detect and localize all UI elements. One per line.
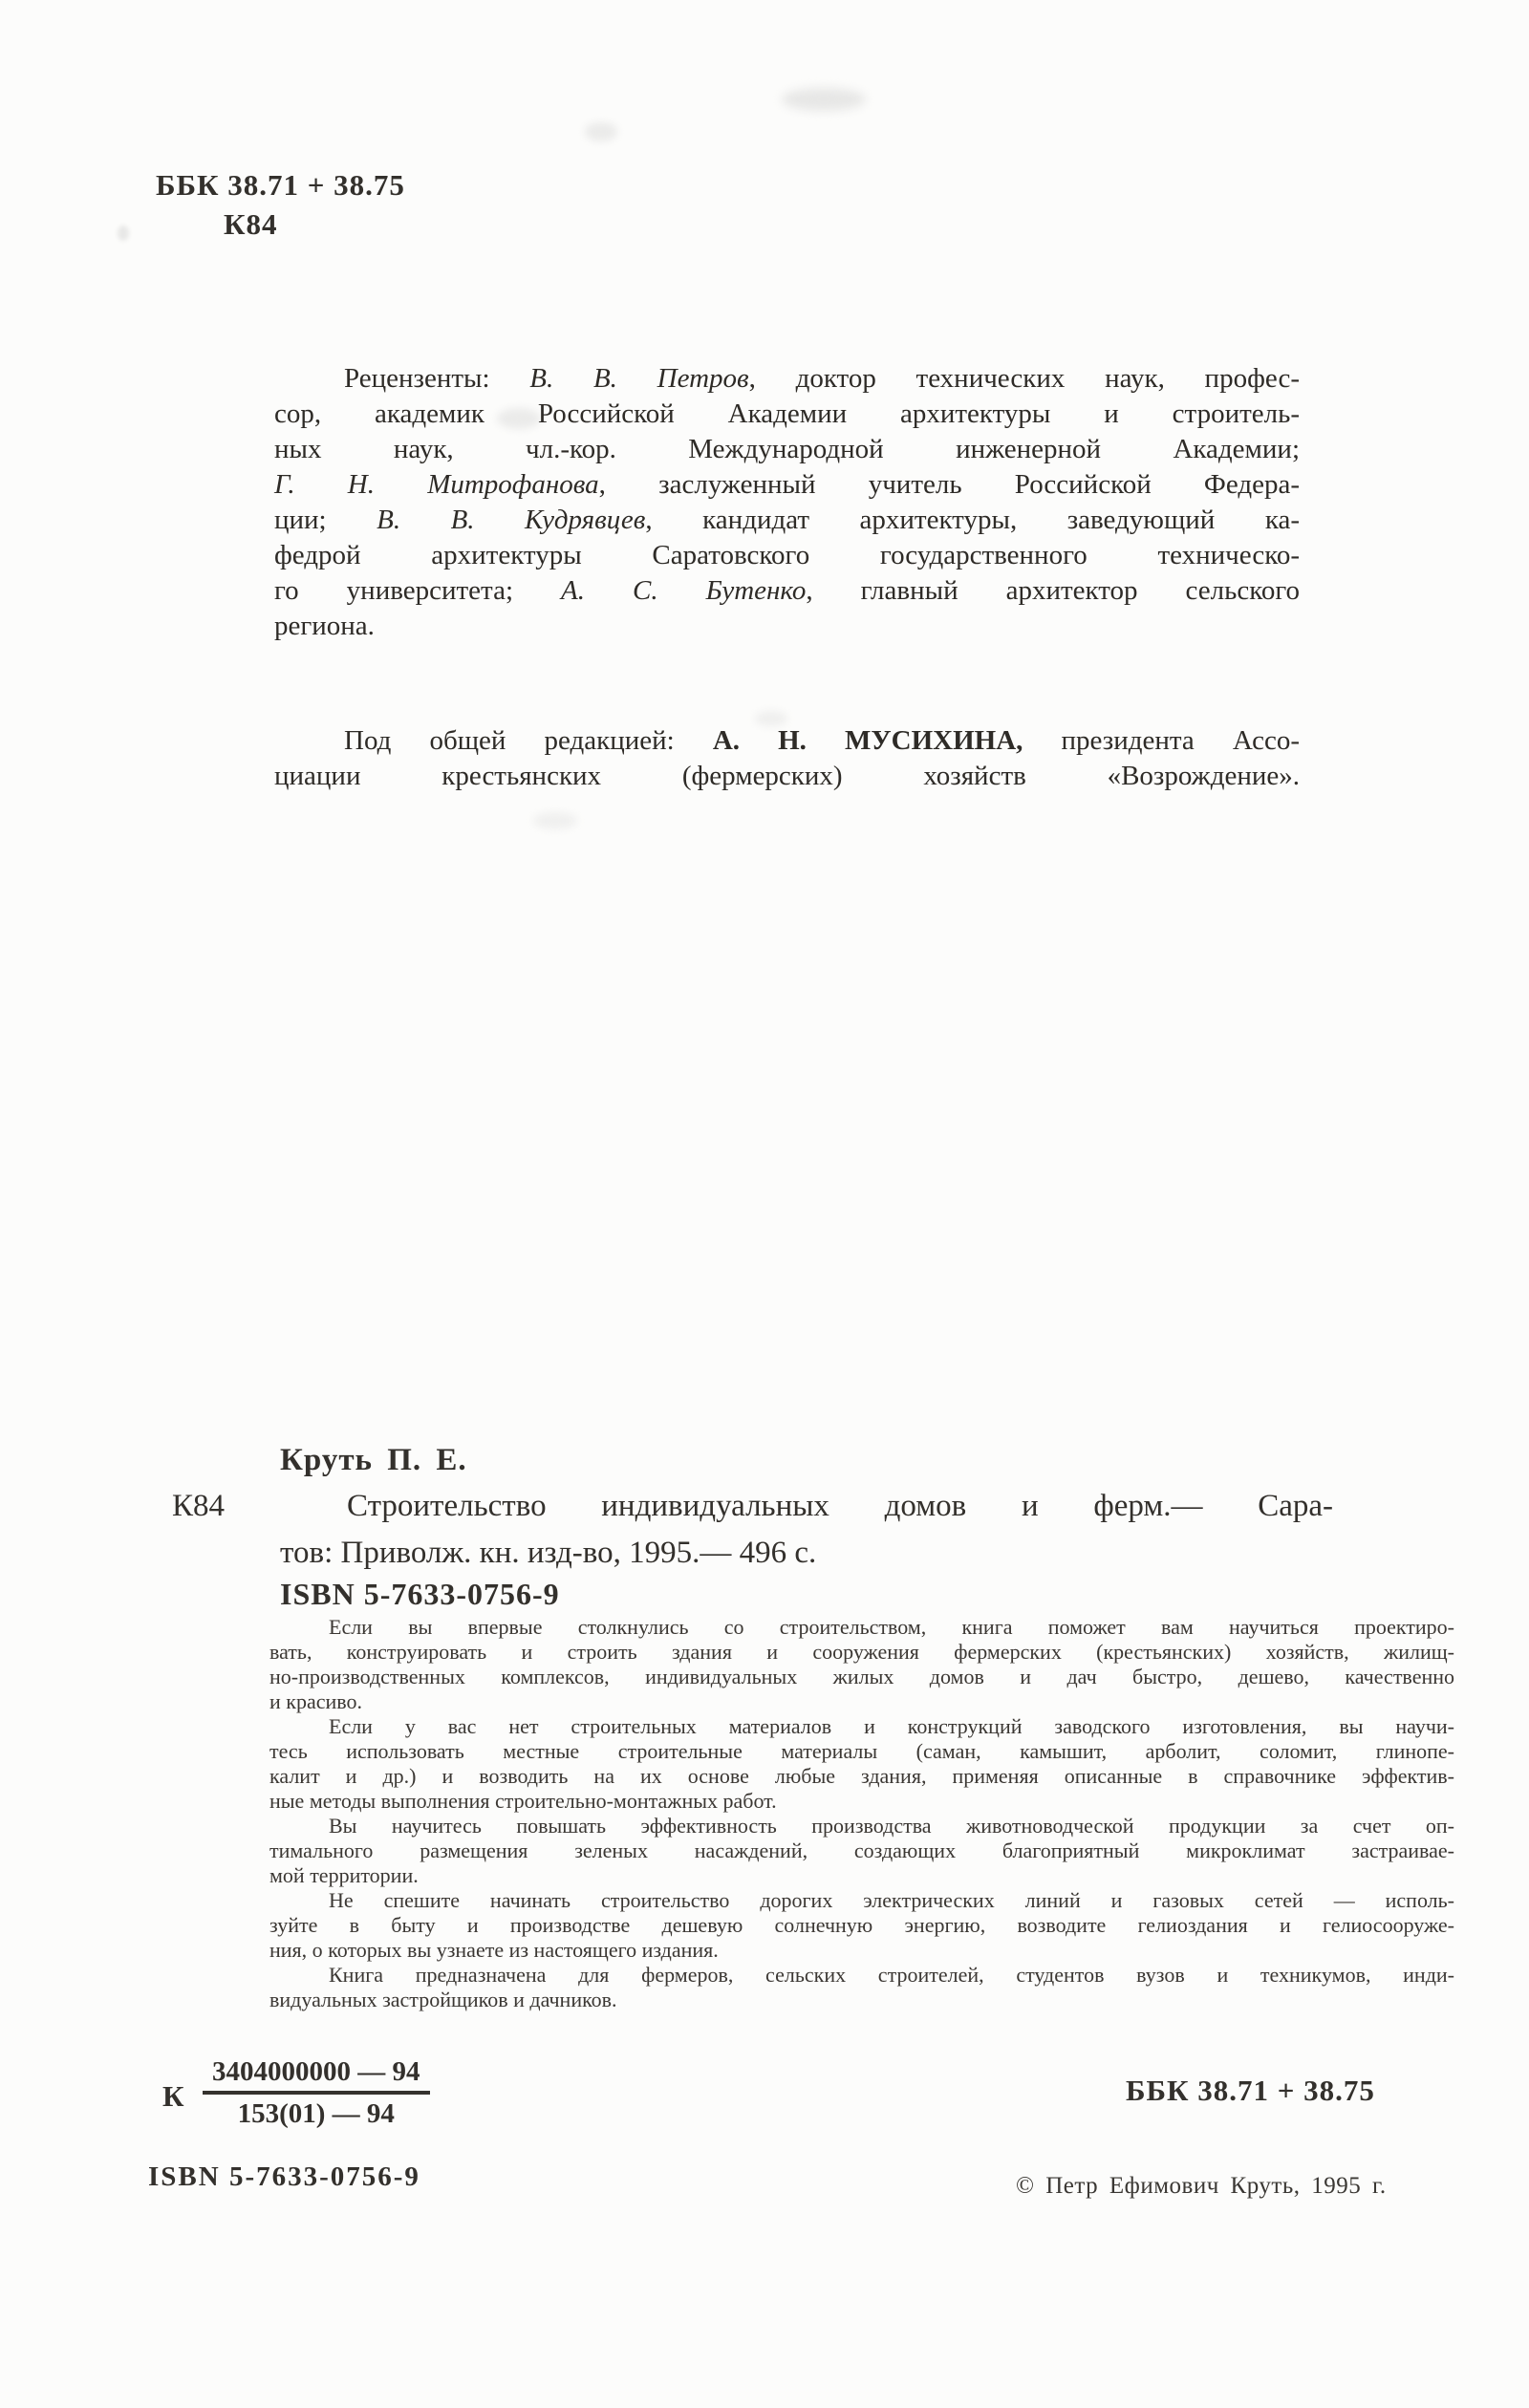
catalog-isbn: ISBN 5-7633-0756-9: [280, 1577, 560, 1611]
isbn-bottom: ISBN 5-7633-0756-9: [148, 2161, 420, 2192]
catalog-author-sign: К84: [172, 1489, 226, 1523]
scan-artifact: [782, 88, 866, 111]
text-line: Г. Н. Митрофанова, заслуженный учитель Российской Федера-: [274, 469, 1300, 500]
catalog-number-fraction: [203, 2054, 430, 2131]
text-line: Книга предназначена для фермеров, сельских строителей, студентов вузов и техникумов, инди-: [329, 1963, 1454, 1987]
text-line: циации крестьянских (фермерских) хозяйств «Возрождение».: [274, 761, 1300, 791]
text-line: го университета; А. С. Бутенко, главный архитектор сельского: [274, 575, 1301, 606]
text-line: калит и др.) и возводить на их основе любые здания, применяя описанные в справочнике эффектив-: [269, 1764, 1454, 1788]
reviewers-paragraph: [274, 361, 1300, 644]
annotation-text: [269, 1615, 1454, 2012]
catalog-entry: [280, 1483, 1333, 1577]
text-line: вать, конструировать и строить здания и сооружения фермерских (крестьянских) хозяйств, жилищ-: [269, 1640, 1454, 1664]
editors-paragraph: [274, 723, 1300, 794]
catalog-number-prefix: К: [162, 2079, 184, 2113]
text-line: зуйте в быту и производстве дешевую солнечную энергию, возводите гелиоздания и гелиосооруже-: [269, 1913, 1454, 1937]
text-line: тесь использовать местные строительные материалы (саман, камышит, арболит, соломит, глинопе-: [269, 1739, 1454, 1763]
catalog-author: Круть П. Е.: [280, 1443, 467, 1477]
text-line: ные методы выполнения строительно-монтажных работ.: [269, 1789, 777, 1813]
text-line: федрой архитектуры Саратовского государственного техническо-: [274, 540, 1300, 570]
text-line: Если вы впервые столкнулись со строительством, книга поможет вам научиться проектиро-: [329, 1615, 1454, 1639]
bbk-code-bottom: ББК 38.71 + 38.75: [1126, 2074, 1375, 2107]
fraction-numerator: 3404000000 — 94: [203, 2054, 430, 2095]
text-line: но-производственных комплексов, индивидуальных жилых домов и дач быстро, дешево, качественно: [269, 1665, 1454, 1688]
text-line: и красиво.: [269, 1689, 363, 1713]
text-line: ных наук, чл.-кор. Международной инженерной Академии;: [274, 434, 1300, 464]
text-line: ции; В. В. Кудрявцев, кандидат архитектуры, заведующий ка-: [274, 505, 1301, 535]
text-line: Если у вас нет строительных материалов и конструкций заводского изготовления, вы научи-: [329, 1714, 1454, 1738]
text-line: тимального размещения зеленых насаждений, создающих благоприятный микроклимат застраивае-: [269, 1838, 1454, 1862]
scan-artifact: [533, 812, 577, 829]
bbk-code-top: ББК 38.71 + 38.75: [156, 168, 405, 202]
scan-artifact: [118, 226, 129, 241]
text-line: Не спешите начинать строительство дорогих электрических линий и газовых сетей — исполь-: [329, 1888, 1454, 1912]
scan-artifact: [585, 122, 617, 141]
text-line: тов: Приволж. кн. изд-во, 1995.— 496 с.: [280, 1536, 817, 1570]
text-line: региона.: [274, 611, 375, 641]
text-line: Вы научитесь повышать эффективность производства животноводческой продукции за счет оп-: [329, 1814, 1454, 1838]
text-line: Под общей редакцией: А. Н. МУСИХИНА, президента Ассо-: [344, 725, 1301, 756]
text-line: Рецензенты: В. В. Петров, доктор технических наук, профес-: [344, 363, 1300, 394]
text-line: ния, о которых вы узнаете из настоящего издания.: [269, 1938, 719, 1962]
copyright-notice: © Петр Ефимович Круть, 1995 г.: [1016, 2173, 1387, 2199]
text-line: Строительство индивидуальных домов и ферм.— Сара-: [347, 1489, 1333, 1523]
text-line: сор, академик Российской Академии архитектуры и строитель-: [274, 398, 1300, 429]
author-sign-code-top: К84: [224, 207, 278, 241]
text-line: мой территории.: [269, 1863, 419, 1887]
text-line: видуальных застройщиков и дачников.: [269, 1988, 617, 2011]
fraction-denominator: 153(01) — 94: [237, 2098, 395, 2129]
